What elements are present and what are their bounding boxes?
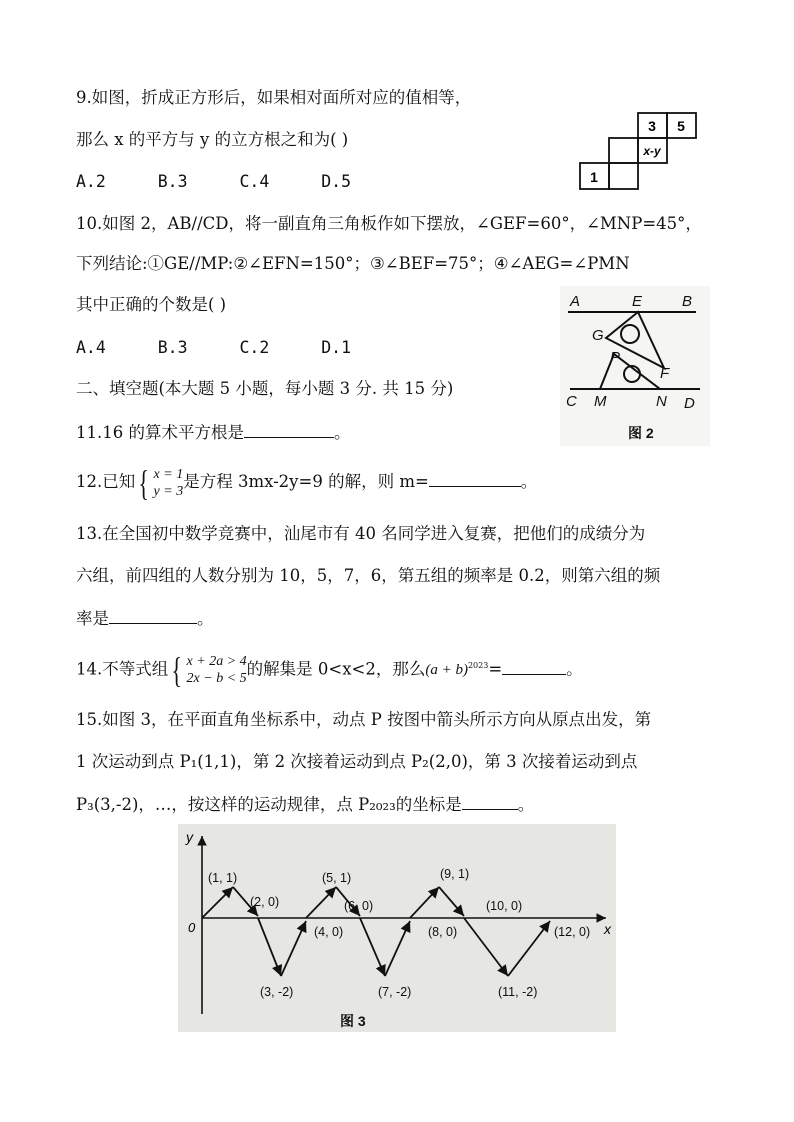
- fig3-point-1: (1, 1): [208, 871, 238, 885]
- q12-eq2: y = 3: [153, 483, 184, 499]
- q12-equation-system: { x = 1 y = 3: [138, 462, 184, 503]
- fig2-label-n: N: [656, 393, 667, 410]
- q12-answer-blank[interactable]: [429, 469, 521, 487]
- fig2-label-m: M: [594, 393, 607, 410]
- q14-expression: (a + b): [425, 662, 468, 678]
- fig3-axis-x: x: [604, 921, 611, 937]
- fig3-point-8: (8, 0): [428, 925, 458, 939]
- q10-option-a: A.4: [76, 338, 106, 357]
- q14-middle: 的解集是 0<x<2，那么: [246, 659, 426, 679]
- q12-prefix: 12.已知: [76, 472, 136, 491]
- q15-line3-suffix: 。: [517, 795, 535, 814]
- fig2-label-a: A: [570, 293, 581, 310]
- q11: [76, 420, 350, 445]
- q13-line1: 13.在全国初中数学竞赛中，汕尾市有 40 名同学进入复赛，把他们的成绩分为: [76, 524, 646, 543]
- net-label-5: 5: [677, 118, 685, 134]
- figure-3-coordinate-plane: [178, 824, 616, 1032]
- q12: [76, 462, 537, 502]
- q10-option-d: D.1: [321, 338, 352, 357]
- fig3-point-12: (12, 0): [554, 925, 591, 939]
- cube-net-figure: [572, 110, 702, 196]
- q10-options: [76, 336, 393, 360]
- fig3-point-10: (10, 0): [486, 899, 523, 913]
- q14-answer-blank[interactable]: [502, 657, 566, 675]
- fig2-label-c: C: [566, 393, 577, 410]
- q15-line2: 1 次运动到点 P₁(1,1)，第 2 次接着运动到点 P₂(2,0)，第 3 次接着运动到点: [76, 752, 638, 771]
- q14-exponent: 2023: [467, 661, 489, 670]
- q12-eq1: x = 1: [153, 466, 184, 482]
- q10-line2: 下列结论:①GE//MP:②∠EFN=150°；③∠BEF=75°；④∠AEG=∠PMN: [76, 254, 630, 273]
- net-label-xy: x-y: [643, 144, 661, 158]
- fig3-point-7: (7, -2): [378, 985, 412, 999]
- q9-line2: 那么 x 的平方与 y 的立方根之和为( ): [76, 130, 349, 149]
- q9-option-c: C.4: [239, 172, 270, 191]
- q9-option-b: B.3: [157, 172, 188, 191]
- q9-option-d: D.5: [321, 172, 352, 191]
- section-2-heading: 二、填空题(本大题 5 小题，每小题 3 分. 共 15 分): [76, 379, 454, 398]
- q10-option-c: C.2: [239, 338, 270, 357]
- q9-options: [76, 170, 393, 194]
- fig2-label-f: F: [660, 365, 670, 382]
- q14: [76, 646, 583, 690]
- fig2-label-e: E: [632, 293, 643, 310]
- fig2-label-g: G: [592, 327, 604, 344]
- q10-option-b: B.3: [157, 338, 188, 357]
- q12-suffix: 。: [520, 472, 538, 491]
- q15-answer-blank[interactable]: [462, 792, 518, 810]
- q14-inequality-system: { x + 2a > 4 2x − b < 5: [171, 650, 247, 690]
- q14-ineq1: x + 2a > 4: [186, 654, 247, 669]
- q13-line3-prefix: 率是: [76, 609, 109, 628]
- fig3-axis-y: y: [186, 829, 193, 845]
- fig3-point-6: (6, 0): [344, 899, 374, 913]
- q14-suffix: 。: [566, 659, 583, 679]
- fig3-point-5: (5, 1): [322, 871, 352, 885]
- q10-line3: 其中正确的个数是( ): [76, 295, 227, 314]
- q13-line2: 六组，前四组的人数分别为 10，5，7，6，第五组的频率是 0.2，则第六组的频: [76, 566, 661, 585]
- fig3-caption: 图 3: [340, 1013, 366, 1029]
- fig3-origin: 0: [188, 920, 196, 935]
- q14-equals: =: [488, 659, 503, 679]
- q15-line3-prefix: P₃(3,-2)，…，按这样的运动规律，点 P₂₀₂₃的坐标是: [76, 795, 462, 814]
- fig2-caption: 图 2: [628, 425, 654, 441]
- q14-ineq2: 2x − b < 5: [186, 671, 247, 686]
- fig3-point-4: (4, 0): [314, 925, 344, 939]
- fig3-point-9: (9, 1): [440, 867, 470, 881]
- fig2-label-b: B: [682, 293, 693, 310]
- q9-option-a: A.2: [76, 172, 106, 191]
- fig3-point-2: (2, 0): [250, 895, 280, 909]
- q13-line3-suffix: 。: [197, 609, 214, 628]
- fig2-label-d: D: [684, 395, 695, 412]
- fig2-label-p: P: [610, 349, 621, 366]
- q11-prefix: 11.16 的算术平方根是: [76, 423, 244, 442]
- q13-answer-blank[interactable]: [109, 606, 197, 624]
- q14-prefix: 14.不等式组: [76, 659, 169, 679]
- q11-answer-blank[interactable]: [244, 420, 334, 438]
- q12-middle: 是方程 3mx-2y=9 的解，则 m=: [183, 472, 429, 491]
- q11-suffix: 。: [333, 423, 351, 442]
- q15-line3: [76, 792, 534, 817]
- q9-line1: 9.如图，折成正方形后，如果相对面所对应的值相等，: [76, 88, 472, 107]
- q10-line1: 10.如图 2，AB//CD，将一副直角三角板作如下摆放，∠GEF=60°，∠MNP=45°，: [76, 214, 702, 233]
- net-label-1: 1: [590, 169, 598, 185]
- q15-line1: 15.如图 3，在平面直角坐标系中，动点 P 按图中箭头所示方向从原点出发，第: [76, 710, 652, 729]
- figure-2-triangles: [560, 286, 710, 446]
- fig3-point-3: (3, -2): [260, 985, 294, 999]
- net-label-3: 3: [648, 118, 656, 134]
- fig3-point-11: (11, -2): [498, 985, 538, 999]
- q13-line3: [76, 606, 214, 631]
